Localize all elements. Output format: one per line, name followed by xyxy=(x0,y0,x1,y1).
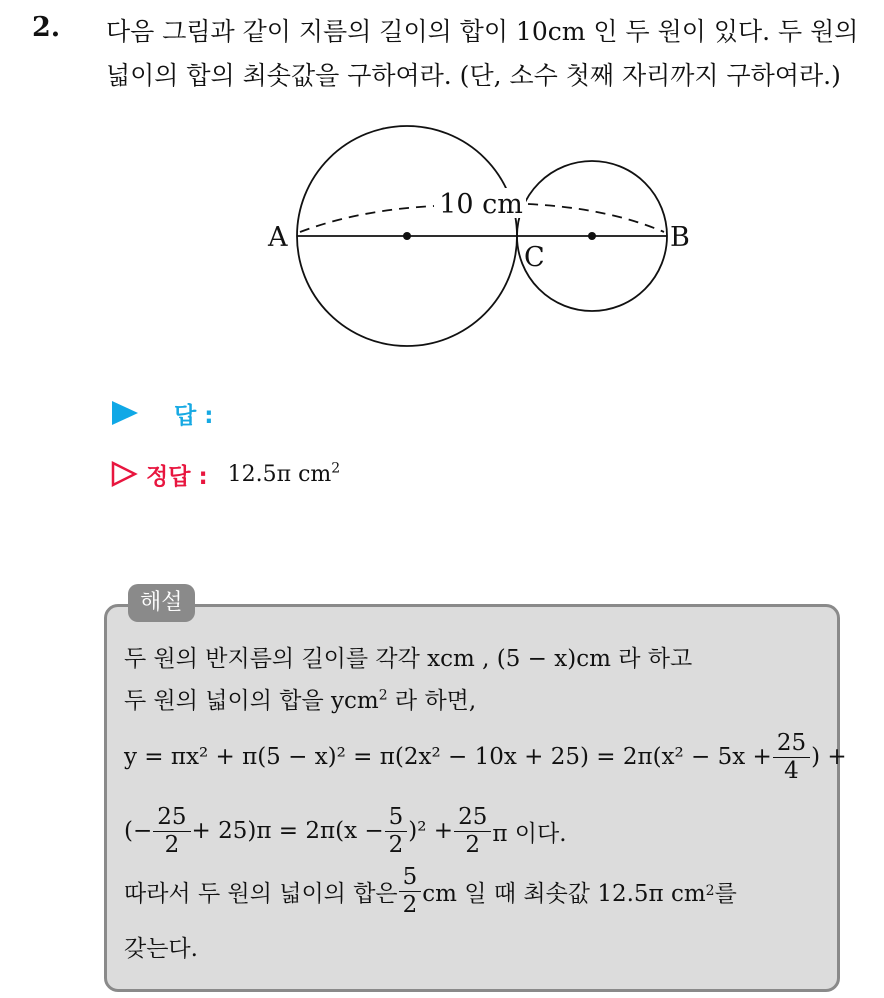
answer-row xyxy=(112,396,213,430)
answer-label: 답 : xyxy=(174,402,214,429)
point-b-label: B xyxy=(670,222,690,253)
point-a-label: A xyxy=(268,222,288,253)
solution-tab: 해설 xyxy=(128,584,195,622)
fraction-25-4: $\frac{25}{4}$ xyxy=(775,732,808,783)
correct-label: 정답 : xyxy=(146,463,208,490)
correct-arrow-icon xyxy=(110,460,138,488)
solution-line-6: 갖는다. xyxy=(124,936,198,962)
point-c-label: C xyxy=(524,242,545,273)
dashed-arc-left xyxy=(300,206,434,232)
fraction-25-2-a: $\frac{25}{2}$ xyxy=(155,806,188,857)
question-line-1: 다음 그림과 같이 지름의 길이의 합이 10cm 인 두 원이 있다. 두 원의 xyxy=(106,17,859,46)
large-circle-center xyxy=(403,232,411,240)
two-circles-figure xyxy=(258,118,718,368)
question-line-2: 넓이의 합의 최솟값을 구하여라. (단, 소수 첫째 자리까지 구하여라.) xyxy=(106,61,841,90)
solution-line-5: 따라서 두 원의 넓이의 합은 $\frac{5}{2}$ cm 일 때 최솟값 12.5π cm 2 를 xyxy=(124,863,737,918)
question-text xyxy=(106,10,871,98)
length-label: 10 cm xyxy=(439,189,523,220)
solution-line-1: 두 원의 반지름의 길이를 각각 xcm , (5 − x)cm 라 하고 xyxy=(124,646,693,672)
fraction-25-2-b: $\frac{25}{2}$ xyxy=(456,806,489,857)
question-number: 2. xyxy=(32,12,61,43)
correct-answer-row xyxy=(110,456,340,492)
correct-value: 12.5π $cm^2$ xyxy=(227,460,341,487)
dashed-arc-right xyxy=(528,204,664,232)
solution-line-3: y = πx² + π(5 − x)² = π(2x² − 10x + 25) = 2π(x² − 5x + $\frac{25}{4}$ ) + xyxy=(124,729,847,784)
answer-arrow-icon xyxy=(112,401,138,425)
solution-line-2: 두 원의 넓이의 합을 ycm$^2$ 라 하면, xyxy=(124,687,477,714)
fraction-5-2-b: $\frac{5}{2}$ xyxy=(401,866,420,917)
solution-line-4: (− $\frac{25}{2}$ + 25)π = 2π(x − $\frac{5}{2}$ )² + $\frac{25}{2}$ π 이다. xyxy=(124,803,567,858)
fraction-5-2-a: $\frac{5}{2}$ xyxy=(387,806,406,857)
small-circle-center xyxy=(588,232,596,240)
